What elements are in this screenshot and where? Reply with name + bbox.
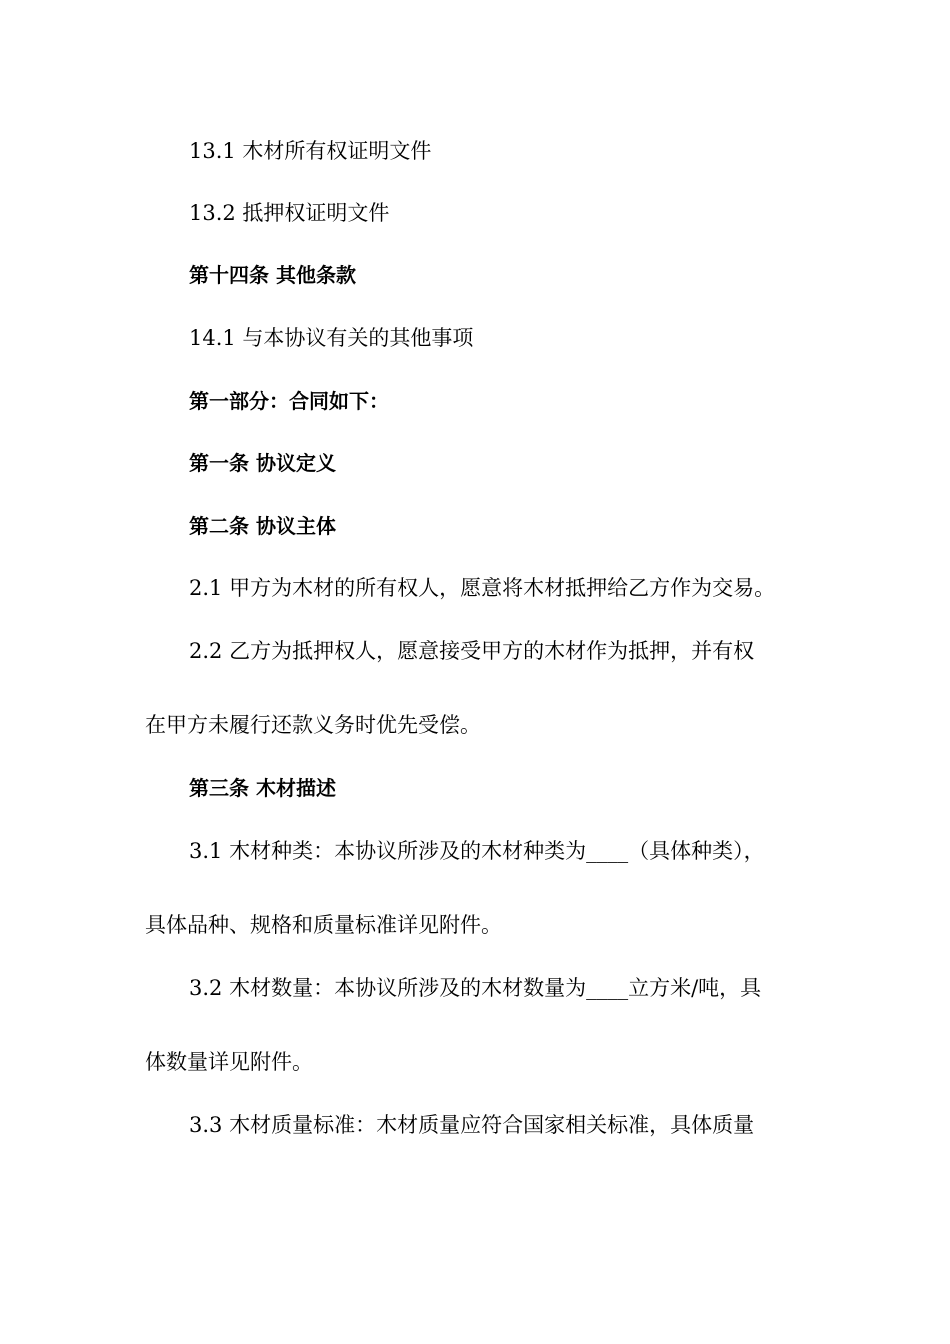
clause-3-2-line-2: 体数量详见附件。	[145, 1050, 313, 1074]
clause-2-2-line-1: 2.2 乙方为抵押权人，愿意接受甲方的木材作为抵押，并有权	[189, 639, 755, 663]
article-14-heading: 第十四条 其他条款	[189, 263, 356, 287]
clause-3-1-line-2: 具体品种、规格和质量标准详见附件。	[145, 913, 502, 937]
clause-2-2-line-2: 在甲方未履行还款义务时优先受偿。	[145, 713, 481, 737]
clause-3-2-line-1: 3.2 木材数量：本协议所涉及的木材数量为____立方米/吨，具	[189, 976, 762, 1000]
article-2-heading: 第二条 协议主体	[189, 514, 336, 538]
article-1-heading: 第一条 协议定义	[189, 451, 336, 475]
clause-13-1: 13.1 木材所有权证明文件	[189, 139, 432, 163]
clause-3-3-line-1: 3.3 木材质量标准：木材质量应符合国家相关标准，具体质量	[189, 1113, 755, 1137]
clause-2-1: 2.1 甲方为木材的所有权人，愿意将木材抵押给乙方作为交易。	[189, 576, 776, 600]
part-one-heading: 第一部分：合同如下：	[189, 389, 389, 413]
clause-3-1-line-1: 3.1 木材种类：本协议所涉及的木材种类为____（具体种类），	[189, 839, 765, 863]
clause-14-1: 14.1 与本协议有关的其他事项	[189, 326, 474, 350]
clause-13-2: 13.2 抵押权证明文件	[189, 201, 390, 225]
article-3-heading: 第三条 木材描述	[189, 776, 336, 800]
